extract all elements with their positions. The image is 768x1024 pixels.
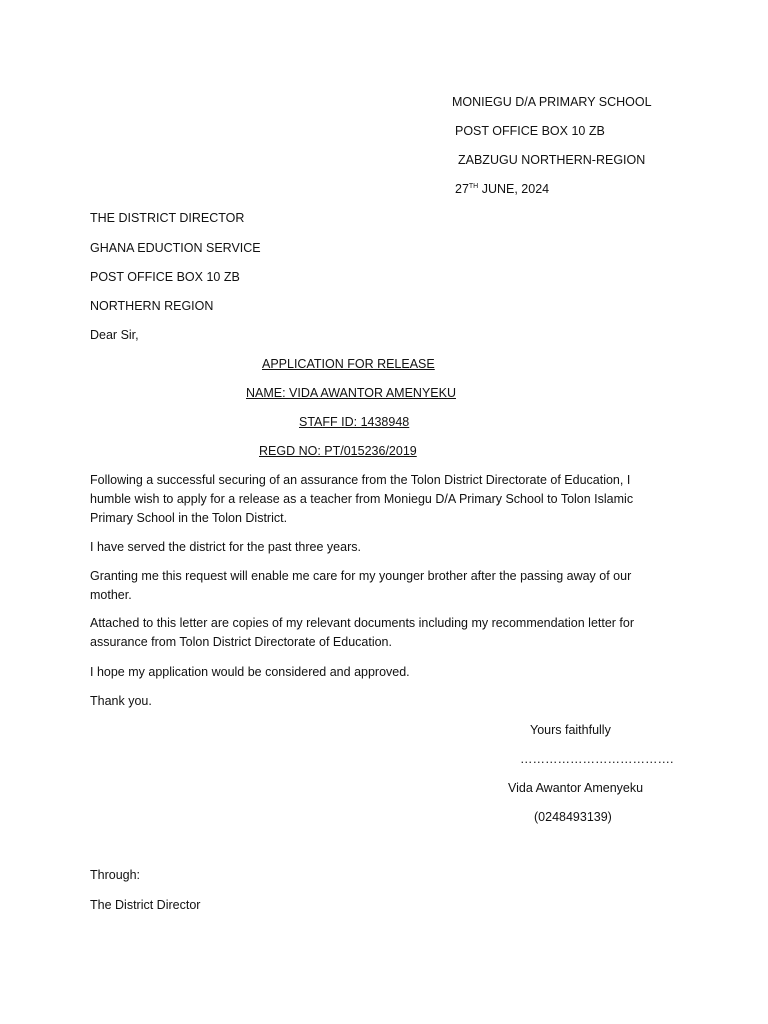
body-paragraph-2: I have served the district for the past three years. [90, 540, 361, 554]
recipient-line-3: POST OFFICE BOX 10 ZB [90, 270, 240, 284]
recipient-line-2: GHANA EDUCTION SERVICE [90, 241, 261, 255]
valediction: Yours faithfully [530, 723, 611, 737]
subject-title: APPLICATION FOR RELEASE [262, 357, 435, 371]
subject-regd-no: REGD NO: PT/015236/2019 [259, 444, 417, 458]
recipient-line-4: NORTHERN REGION [90, 299, 214, 313]
date-day: 27 [455, 182, 469, 196]
recipient-line-1: THE DISTRICT DIRECTOR [90, 211, 245, 225]
body-paragraph-4: Attached to this letter are copies of my relevant documents including my recommendation letter for assurance from Tolon District Directorate of Education. [90, 616, 635, 649]
date-ordinal: TH [468, 183, 479, 190]
letter-date [455, 181, 549, 197]
subject-staff-id: STAFF ID: 1438948 [299, 415, 410, 429]
body-paragraph-5: I hope my application would be considered and approved. [90, 665, 410, 679]
body-paragraph-6: Thank you. [90, 694, 152, 708]
sender-school: MONIEGU D/A PRIMARY SCHOOL [452, 95, 652, 109]
sender-box: POST OFFICE BOX 10 ZB [455, 124, 605, 138]
signatory-phone: (0248493139) [534, 810, 612, 824]
subject-name: NAME: VIDA AWANTOR AMENYEKU [246, 386, 456, 400]
through-recipient: The District Director [90, 898, 201, 912]
body-paragraph-3: Granting me this request will enable me care for my younger brother after the passing away of our mother. [90, 569, 632, 602]
date-month-year: JUNE, 2024 [478, 182, 550, 196]
through-label: Through: [90, 868, 141, 882]
salutation: Dear Sir, [90, 328, 139, 342]
body-paragraph-1: Following a successful securing of an assurance from the Tolon District Directorate of Education, I humble wish to apply for a release as a teacher from Moniegu D/A Primary School to Tolon Islamic Primary School in the Tolon District. [90, 473, 634, 525]
signature-line: ………………………………. [520, 752, 674, 766]
sender-location: ZABZUGU NORTHERN-REGION [458, 153, 646, 167]
signatory-name: Vida Awantor Amenyeku [508, 781, 644, 795]
